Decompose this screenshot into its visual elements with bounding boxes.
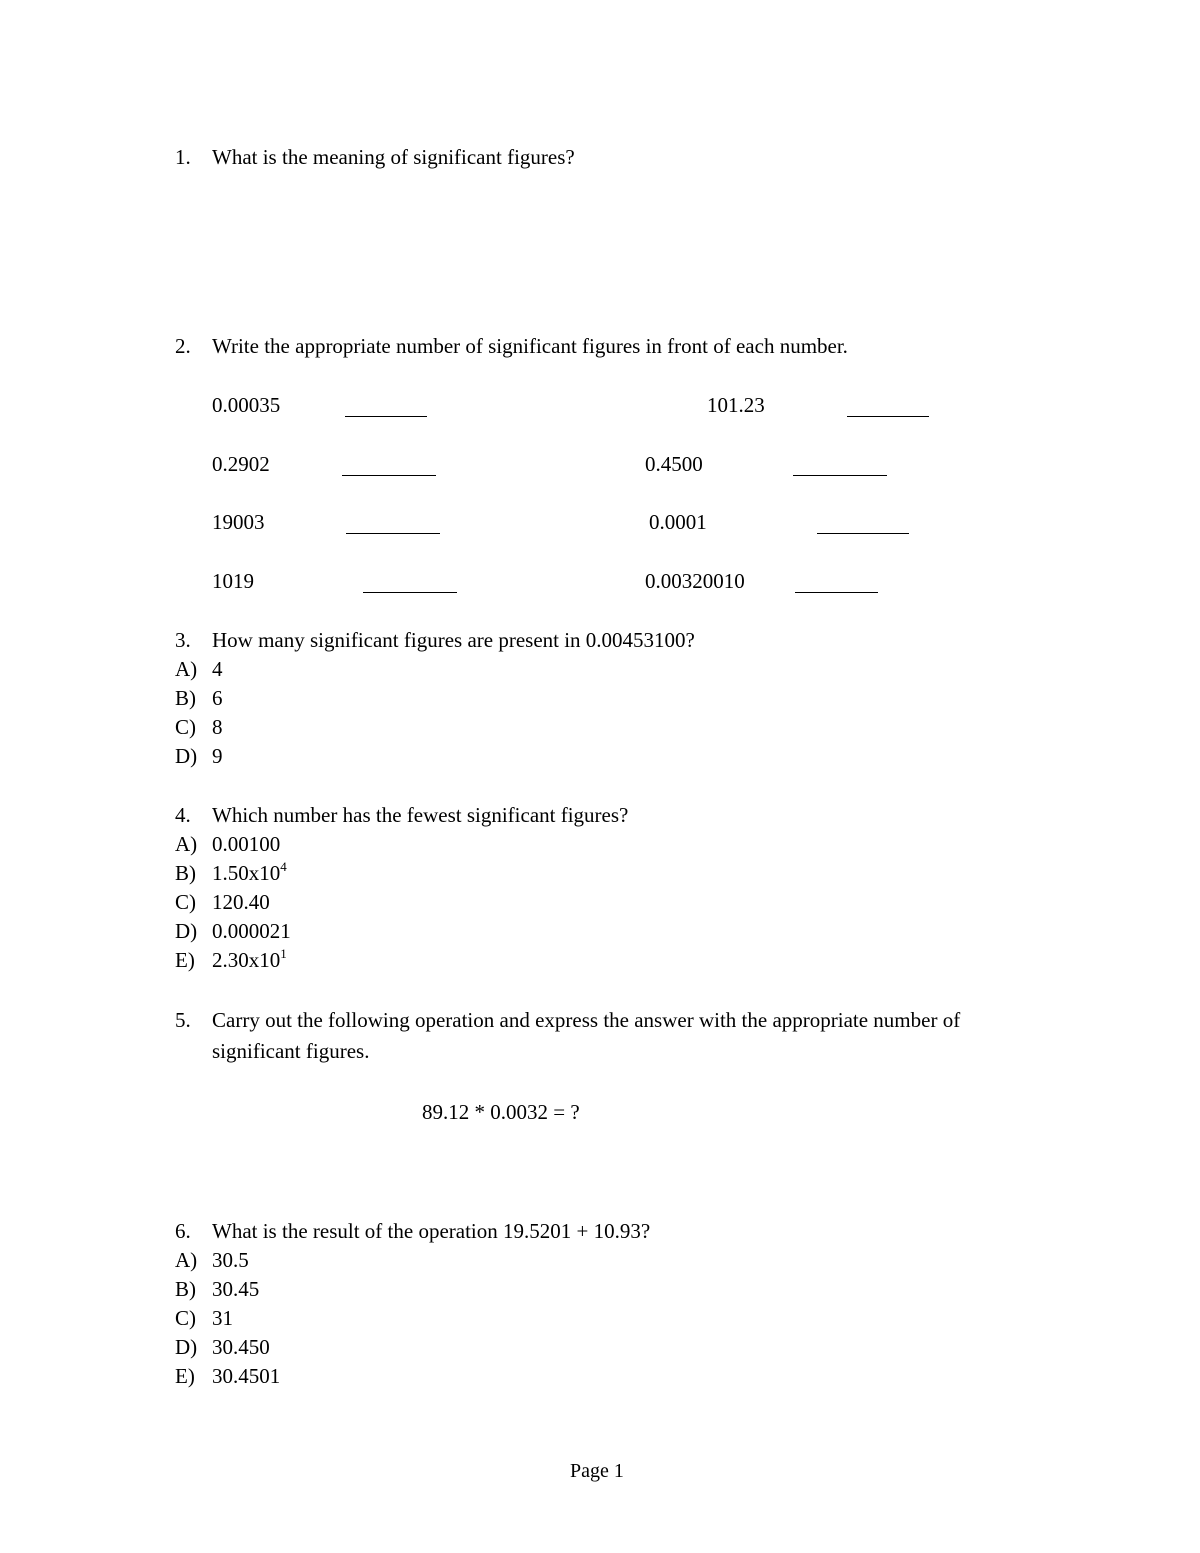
question-3-text: How many significant figures are present in 0.00453100? xyxy=(212,628,695,652)
q6-option-letter: E) xyxy=(175,1364,195,1388)
question-6-number: 6. xyxy=(175,1219,191,1243)
q2-right-value-3: 0.0001 xyxy=(649,510,707,534)
q3-option-value[interactable]: 6 xyxy=(212,686,223,710)
q2-right-value-4: 0.00320010 xyxy=(645,569,745,593)
question-1-number: 1. xyxy=(175,145,191,169)
q3-option-value[interactable]: 9 xyxy=(212,744,223,768)
q2-right-answer-blank-2[interactable] xyxy=(793,474,887,476)
question-5-equation: 89.12 * 0.0032 = ? xyxy=(422,1100,580,1124)
q4-option-value[interactable] xyxy=(212,946,287,972)
page-number: Page 1 xyxy=(570,1460,624,1482)
q2-left-value-4: 1019 xyxy=(212,569,254,593)
question-2-text: Write the appropriate number of significant figures in front of each number. xyxy=(212,334,848,358)
q4-option-letter: A) xyxy=(175,832,198,856)
q2-left-answer-blank-4[interactable] xyxy=(363,591,457,593)
q6-option-letter: A) xyxy=(175,1248,198,1272)
q3-option-letter: A) xyxy=(175,657,198,681)
question-3-number: 3. xyxy=(175,628,191,652)
q4-option-letter: C) xyxy=(175,890,196,914)
q3-option-letter: D) xyxy=(175,744,198,768)
q6-option-letter: C) xyxy=(175,1306,196,1330)
q6-option-value[interactable]: 30.4501 xyxy=(212,1364,281,1388)
q4-option-number: 120.40 xyxy=(212,890,270,914)
q4-option-value[interactable] xyxy=(212,921,291,942)
q6-option-letter: B) xyxy=(175,1277,196,1301)
q2-right-value-1: 101.23 xyxy=(707,393,765,417)
question-5-text-line-2: significant figures. xyxy=(212,1039,370,1063)
q2-left-answer-blank-2[interactable] xyxy=(342,474,436,476)
question-4-number: 4. xyxy=(175,803,191,827)
q3-option-value[interactable]: 8 xyxy=(212,715,223,739)
q6-option-value[interactable]: 31 xyxy=(212,1306,233,1330)
q4-option-exponent: 4 xyxy=(280,859,287,874)
q6-option-value[interactable]: 30.5 xyxy=(212,1248,249,1272)
q6-option-value[interactable]: 30.450 xyxy=(212,1335,270,1359)
q4-option-letter: D) xyxy=(175,919,198,943)
q4-option-exponent: 1 xyxy=(280,946,287,961)
q3-option-letter: B) xyxy=(175,686,196,710)
q4-option-value[interactable] xyxy=(212,859,287,885)
q2-left-value-2: 0.2902 xyxy=(212,452,270,476)
q3-option-letter: C) xyxy=(175,715,196,739)
q6-option-letter: D) xyxy=(175,1335,198,1359)
q6-option-value[interactable]: 30.45 xyxy=(212,1277,260,1301)
q2-right-answer-blank-3[interactable] xyxy=(817,532,909,534)
q2-right-value-2: 0.4500 xyxy=(645,452,703,476)
question-2-number: 2. xyxy=(175,334,191,358)
question-5-number: 5. xyxy=(175,1008,191,1032)
q4-option-number: 2.30x10 xyxy=(212,948,281,972)
q4-option-number: 0.00100 xyxy=(212,832,281,856)
question-6-text: What is the result of the operation 19.5201 + 10.93? xyxy=(212,1219,651,1243)
q2-left-answer-blank-3[interactable] xyxy=(346,532,440,534)
q2-left-value-3: 19003 xyxy=(212,510,265,534)
q2-left-value-1: 0.00035 xyxy=(212,393,281,417)
q4-option-letter: E) xyxy=(175,948,195,972)
question-1-text: What is the meaning of significant figures? xyxy=(212,145,575,169)
question-4-text: Which number has the fewest significant figures? xyxy=(212,803,629,827)
q2-right-answer-blank-4[interactable] xyxy=(795,591,878,593)
q4-option-number: 1.50x10 xyxy=(212,861,281,885)
q4-option-value[interactable] xyxy=(212,834,280,855)
q2-left-answer-blank-1[interactable] xyxy=(345,415,427,417)
q3-option-value[interactable]: 4 xyxy=(212,657,223,681)
q4-option-value[interactable] xyxy=(212,892,270,913)
q4-option-number: 0.000021 xyxy=(212,919,291,943)
q4-option-letter: B) xyxy=(175,861,196,885)
q2-right-answer-blank-1[interactable] xyxy=(847,415,929,417)
question-5-text-line-1: Carry out the following operation and express the answer with the appropriate number of xyxy=(212,1008,961,1032)
